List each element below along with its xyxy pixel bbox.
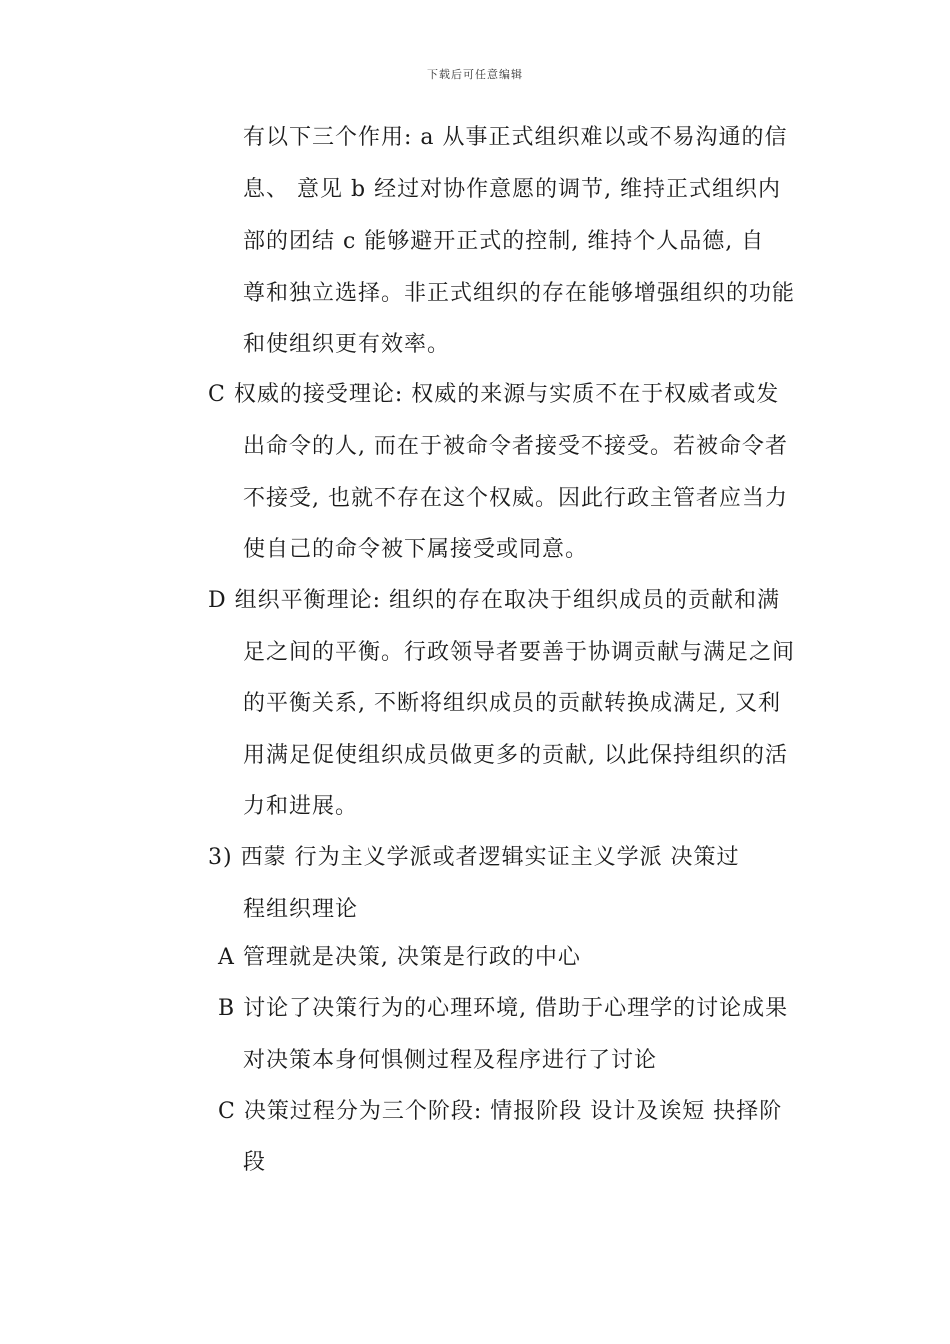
paragraph-line: 段	[243, 1150, 267, 1175]
paragraph-line: 的平衡关系, 不断将组织成员的贡献转换成满足, 又利	[243, 691, 781, 716]
paragraph-line: 有以下三个作用: a 从事正式组织难以或不易沟通的信	[243, 125, 788, 150]
list-item-a: A 管理就是决策, 决策是行政的中心	[218, 945, 581, 970]
section-3-heading: 3) 西蒙 行为主义学派或者逻辑实证主义学派 决策过	[208, 845, 740, 870]
paragraph-line: 力和进展。	[243, 794, 359, 819]
paragraph-line: 不接受, 也就不存在这个权威。因此行政主管者应当力	[243, 486, 788, 511]
paragraph-line: 部的团结 c 能够避开正式的控制, 维持个人品德, 自	[243, 229, 765, 254]
paragraph-line: 用满足促使组织成员做更多的贡献, 以此保持组织的活	[243, 743, 788, 768]
list-item-c: C 决策过程分为三个阶段: 情报阶段 设计及诶短 抉择阶	[218, 1099, 783, 1124]
paragraph-line: 对决策本身何惧侧过程及程序进行了讨论	[243, 1048, 658, 1073]
page-header: 下载后可任意编辑	[427, 68, 523, 81]
section-c-heading: C 权威的接受理论: 权威的来源与实质不在于权威者或发	[208, 382, 780, 407]
paragraph-line: 使自己的命令被下属接受或同意。	[243, 537, 589, 562]
paragraph-line: 出命令的人, 而在于被命令者接受不接受。若被命令者	[243, 434, 788, 459]
list-item-b: B 讨论了决策行为的心理环境, 借助于心理学的讨论成果	[218, 996, 789, 1021]
section-d-heading: D 组织平衡理论: 组织的存在取决于组织成员的贡献和满	[208, 588, 781, 613]
paragraph-line: 和使组织更有效率。	[243, 332, 451, 357]
paragraph-line: 程组织理论	[243, 897, 359, 922]
paragraph-line: 尊和独立选择。非正式组织的存在能够增强组织的功能	[243, 281, 796, 306]
paragraph-line: 息、 意见 b 经过对协作意愿的调节, 维持正式组织内	[243, 177, 782, 202]
paragraph-line: 足之间的平衡。行政领导者要善于协调贡献与满足之间	[243, 640, 796, 665]
